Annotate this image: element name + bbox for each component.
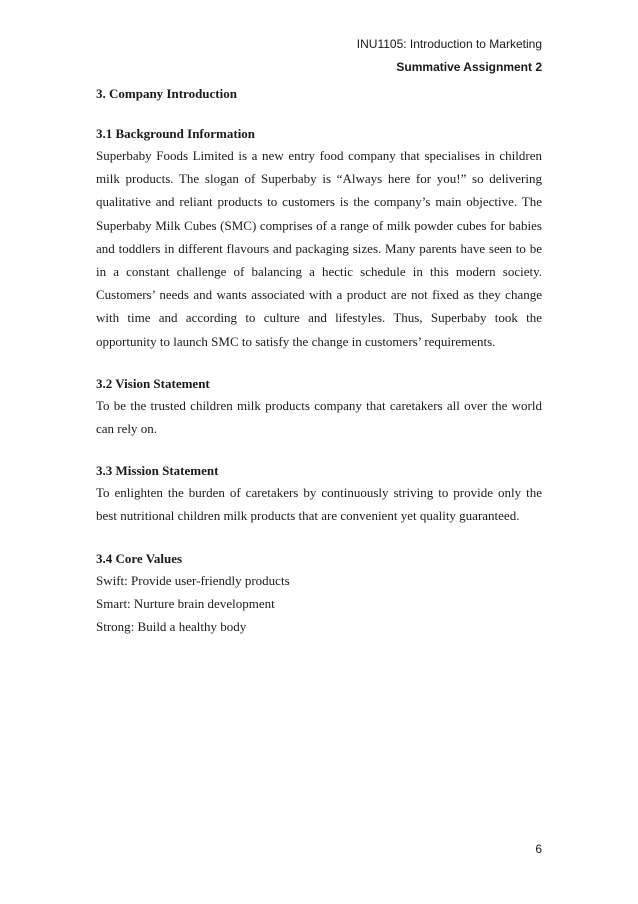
company-introduction-heading: 3. Company Introduction xyxy=(96,86,237,101)
core-value-item: Strong: Build a healthy body xyxy=(96,618,247,634)
vision-section xyxy=(96,375,542,440)
core-value-item: Smart: Nurture brain development xyxy=(96,595,275,611)
vision-paragraph: To be the trusted children milk products company that caretakers all over the world can rely on. xyxy=(96,397,542,437)
mission-paragraph: To enlighten the burden of caretakers by continuously striving to provide only the best nutritional children milk products that are convenient yet quality guaranteed. xyxy=(96,485,542,524)
background-section xyxy=(96,125,542,353)
header-course-title: INU1105: Introduction to Marketing xyxy=(356,37,542,51)
page-content xyxy=(96,85,542,638)
core-values-section xyxy=(96,550,542,638)
background-heading: 3.1 Background Information xyxy=(96,126,256,141)
mission-heading: 3.3 Mission Statement xyxy=(96,463,219,479)
core-value-item: Swift: Provide user-friendly products xyxy=(96,572,290,588)
page-number: 6 xyxy=(535,842,542,856)
mission-section xyxy=(96,462,542,527)
header-assignment-title: Summative Assignment 2 xyxy=(396,60,542,74)
core-values-heading: 3.4 Core Values xyxy=(96,550,183,566)
background-paragraph: Superbaby Foods Limited is a new entry food company that specialises in children milk products. The slogan of Superbaby is “Always here for you!” so delivering qualitative and reliant products to customers is the company’s main objective. The Superbaby Milk Cubes (SMC) comprises of a range of milk powder cubes for babies and toddlers in different flavours and packaging sizes. Many parents have seen to be in a constant challenge of balancing a hectic schedule in this modern society. Customers’ needs and wants associated with a product are not fixed as they change with time and according to culture and lifestyles. Thus, Superbaby took the opportunity to launch SMC to satisfy the change in customers’ requirements. xyxy=(96,148,542,349)
vision-heading: 3.2 Vision Statement xyxy=(96,375,210,391)
